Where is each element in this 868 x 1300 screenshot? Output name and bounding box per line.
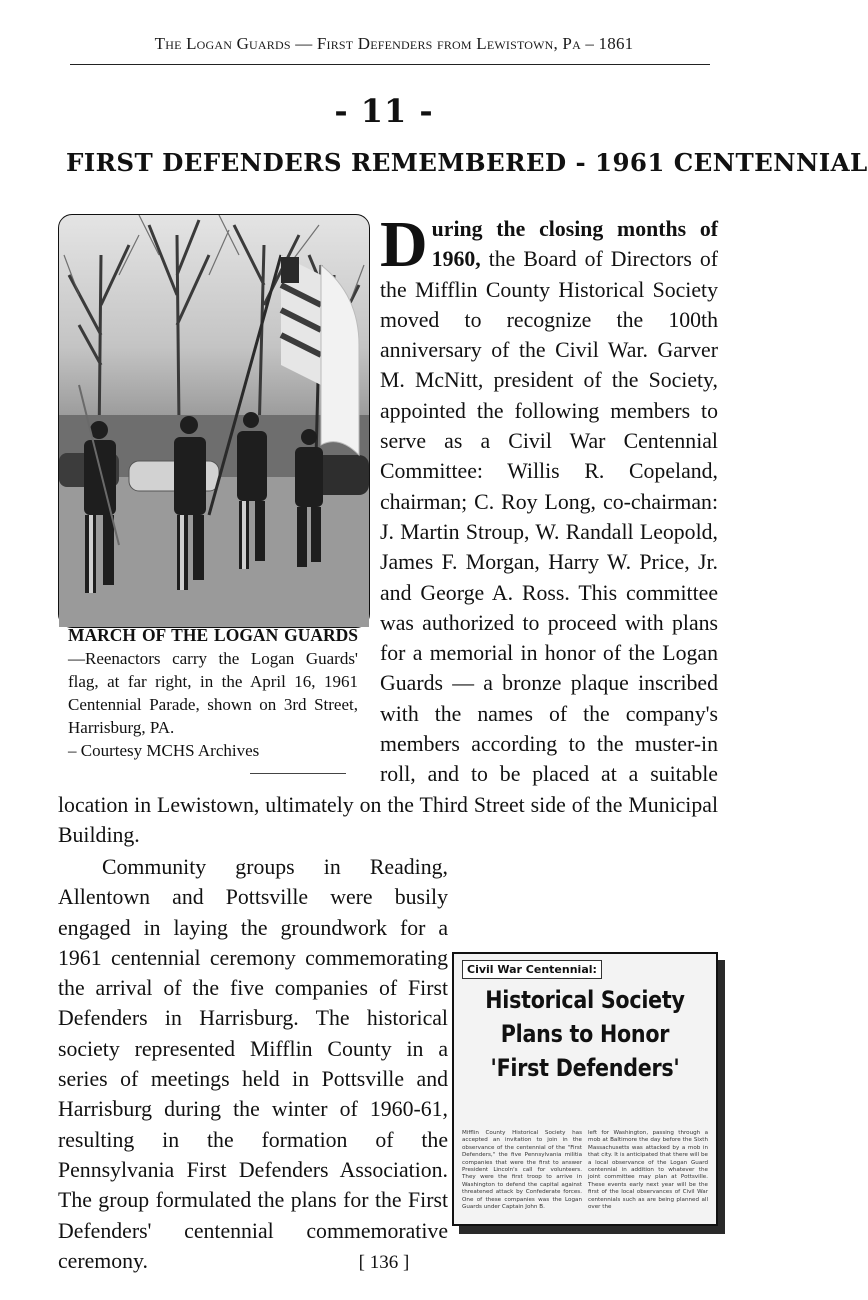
clipping-kicker: Civil War Centennial: bbox=[462, 960, 602, 979]
body-paragraph-1 bbox=[58, 208, 718, 850]
clipping-column-1: Mifflin County Historical Society has accepted an invitation to join in the observance of the centennial of the "First Defenders," the five Pennsylvania militia companies that were the first to answer President Lincoln's call for volunteers. They were the first troop to arrive in Washington to defend the capital against threatened attack by Confederate forces. One of these companies was the Logan Guards under Captain John B. bbox=[462, 1130, 582, 1211]
caption-credit: – Courtesy MCHS Archives bbox=[68, 741, 260, 760]
running-head bbox=[74, 34, 714, 54]
newspaper-clipping bbox=[452, 952, 718, 1226]
book-subtitle: First Defenders from Lewistown, Pa bbox=[316, 34, 581, 53]
clipping-column-2: left for Washington, passing through a mob at Baltimore the day before the Sixth Massachusetts was attacked by a mob in that city. It is anticipated that there will be a local observance of the Logan Guard centennial in addition to whatever the joint committee may plan at Pottsville. These events early next year will be the first of the local observances of Civil War centennials such as are being planned all over the bbox=[588, 1130, 708, 1211]
caption-heading: MARCH OF THE LOGAN GUARDS bbox=[68, 625, 358, 645]
running-head-separator: — bbox=[295, 34, 313, 53]
clipping-headline-line-3: 'First Defenders' bbox=[490, 1054, 680, 1082]
photo-spacer bbox=[58, 214, 380, 782]
clipping-headline-line-2: Plans to Honor bbox=[500, 1020, 670, 1048]
clipping-columns bbox=[462, 1130, 708, 1218]
paragraph-lead: uring the closing months of 1960, bbox=[431, 217, 718, 272]
chapter-title: FIRST DEFENDERS REMEMBERED - 1961 CENTENNIAL bbox=[66, 148, 868, 177]
paragraph-1-text: the Board of Directors of the Mifflin County Historical Society moved to recognize the 100th anniversary of the Civil War. Garver M. McNitt, president of the Society, appointed the following members to serve as a Civil War Centennial Committee: Willis R. Copeland, chairman; C. Roy Long, co-chairman: J. Martin Stroup, W. Randall Leopold, James F. Morgan, Harry W. Price, Jr. and George A. Ross. This committee was authorized to proceed with plans for a memorial in honor of the Logan Guards — a bronze plaque inscribed with the names of the company's members according to the muster-in roll, and to be placed at a suitable location in Lewistown, ultimately on the Third Street side of the Municipal Building. bbox=[58, 247, 718, 847]
drop-cap: D bbox=[380, 208, 428, 281]
book-title: The Logan Guards bbox=[154, 34, 291, 53]
header-rule bbox=[70, 64, 710, 65]
page-number: [ 136 ] bbox=[358, 1252, 410, 1273]
caption-text: —Reenactors carry the Logan Guards' flag, at far right, in the April 16, 1961 Centennial Parade, shown on 3rd Street, Harrisburg, PA. bbox=[68, 649, 358, 737]
chapter-number: - 11 - bbox=[334, 92, 434, 130]
clipping-headline bbox=[472, 983, 697, 1085]
paragraph-2-text: Community groups in Reading, Allentown and Pottsville were busily engaged in laying the groundwork for a 1961 centennial ceremony commemorating the arrival of the five companies of First Defenders in Harrisburg. The historical society represented Mifflin County in a series of meetings held in Pottsville and Harrisburg during the winter of 1960-61, resulting in the formation of the Pennsylvania First Defenders Association. The group formulated the plans for the First Defenders' centennial commemorative ceremony. bbox=[58, 855, 448, 1273]
clipping-headline-line-1: Historical Society bbox=[485, 986, 685, 1014]
book-year: – 1861 bbox=[585, 34, 634, 53]
